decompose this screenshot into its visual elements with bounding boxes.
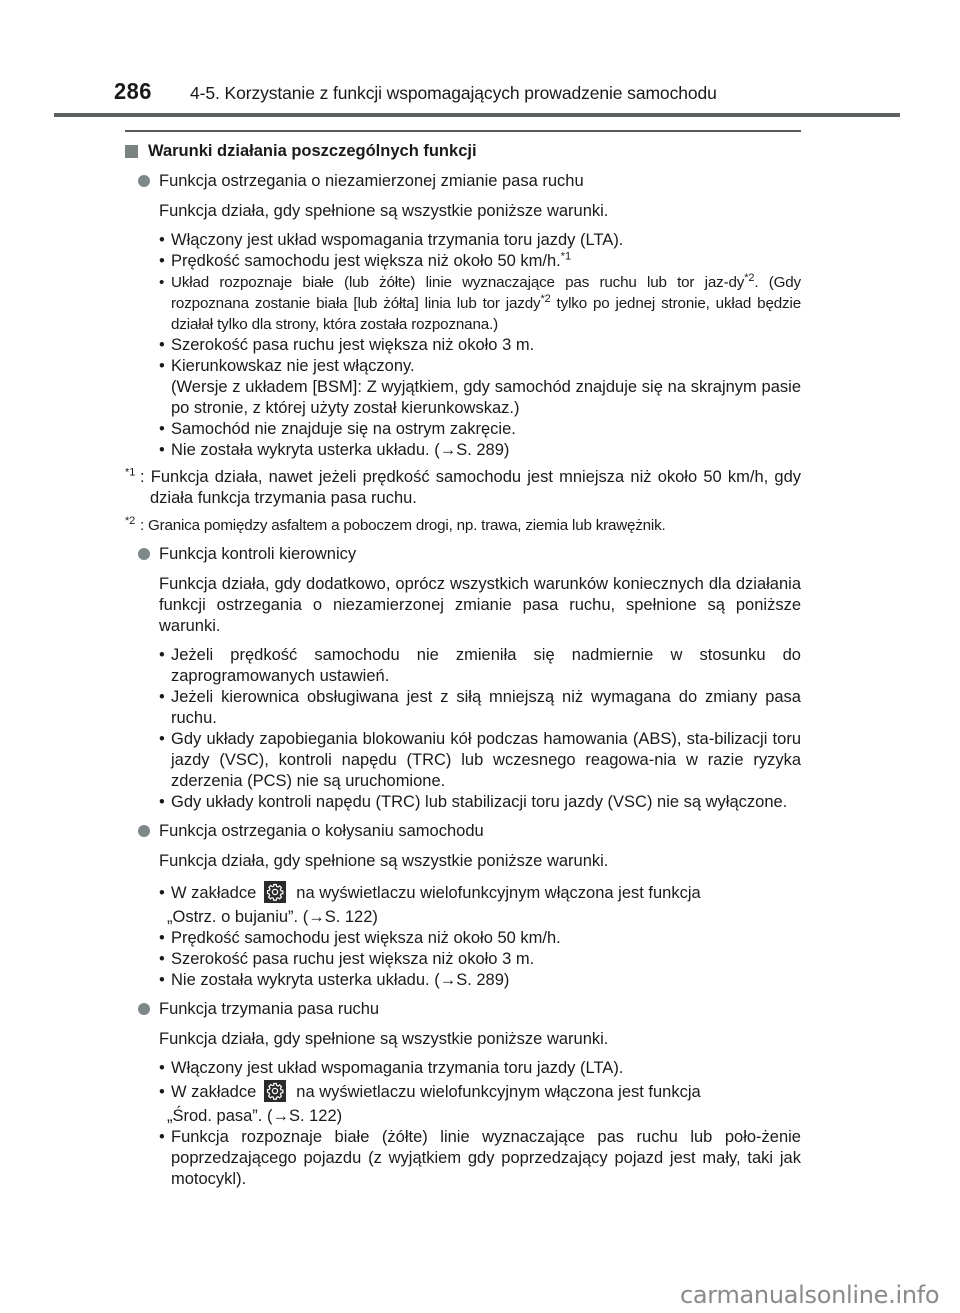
subsection-heading [138, 997, 801, 1021]
footnote-ref: *1 [560, 250, 572, 263]
settings-gear-icon [264, 1080, 286, 1102]
list-item: • Szerokość pasa ruchu jest większa niż około 3 m. [159, 335, 801, 356]
circle-bullet-icon [138, 825, 150, 837]
conditions-list [159, 230, 801, 461]
watermark: carmanualsonline.info [680, 1281, 940, 1309]
footnote: $^{*2}$ : Granica pomiędzy asfaltem a poboczem drogi, np. trawa, ziemia lub krawężnik. [125, 514, 666, 534]
square-bullet-icon [125, 145, 138, 158]
page-header [114, 78, 960, 105]
subsection-intro: Funkcja działa, gdy spełnione są wszystkie poniższe warunki. [159, 1030, 609, 1048]
conditions-list [159, 645, 801, 813]
conditions-list [159, 1058, 801, 1190]
subsection-title: Funkcja ostrzegania o niezamierzonej zmianie pasa ruchu [159, 171, 584, 190]
footnote-ref: *2 [540, 292, 551, 305]
subsection-heading [138, 542, 801, 566]
list-item: • Prędkość samochodu jest większa niż około 50 km/h.$^{*1}$ [159, 251, 801, 272]
subsection-title: Funkcja ostrzegania o kołysaniu samochodu [159, 821, 484, 840]
list-item: • Włączony jest układ wspomagania trzymania toru jazdy (LTA). [159, 1058, 801, 1079]
list-item: • W zakładce na wyświetlaczu wielofunkcyjnym włączona jest funkcja „Ostrz. o bujaniu”. (→S. 122) [159, 880, 801, 928]
circle-bullet-icon [138, 548, 150, 560]
subsection-intro: Funkcja działa, gdy spełnione są wszystkie poniższe warunki. [159, 202, 609, 220]
section-divider [125, 130, 801, 132]
list-item: • Kierunkowskaz nie jest włączony. (Wersje z układem [BSM]: Z wyjątkiem, gdy samochód znajduje się na skrajnym pasie po stronie, z której użyty został kierunkowskaz.) [159, 356, 801, 419]
list-item: • Włączony jest układ wspomagania trzymania toru jazdy (LTA). [159, 230, 801, 251]
chapter-title: 4-5. Korzystanie z funkcji wspomagających prowadzenie samochodu [190, 83, 717, 103]
footnote: $^{*1}$ : Funkcja działa, nawet jeżeli prędkość samochodu jest mniejsza niż około 50 km/h, gdy działa funkcja trzymania pasa ruchu. [125, 466, 801, 507]
subsection-title: Funkcja trzymania pasa ruchu [159, 999, 380, 1018]
list-item: • Prędkość samochodu jest większa niż około 50 km/h. [159, 928, 801, 949]
circle-bullet-icon [138, 175, 150, 187]
conditions-list [159, 880, 801, 991]
list-item: • Jeżeli kierownica obsługiwana jest z siłą mniejszą niż wymagana do zmiany pasa ruchu. [159, 687, 801, 729]
subsection-heading [138, 819, 801, 843]
subsection-title: Funkcja kontroli kierownicy [159, 544, 357, 563]
circle-bullet-icon [138, 1003, 150, 1015]
header-divider [54, 113, 900, 117]
list-item: • Szerokość pasa ruchu jest większa niż około 3 m. [159, 949, 801, 970]
subsection-heading [138, 169, 801, 193]
list-item: • Gdy układy kontroli napędu (TRC) lub stabilizacji toru jazdy (VSC) nie są wyłączone. [159, 792, 801, 813]
list-item: • Układ rozpoznaje białe (lub żółte) linie wyznaczające pas ruchu lub tor jaz-$dy^{*2}$. (Gdy rozpoznana zostanie biała [lub żółta] linia lub tor jazdy$^{*2}$ tylko po jednej stronie, układ będzie działał tylko dla strony, która została rozpoznana.) [159, 272, 801, 335]
list-item: • W zakładce na wyświetlaczu wielofunkcyjnym włączona jest funkcja „Środ. pasa”. (→S. 122) [159, 1079, 801, 1127]
section-title: Warunki działania poszczególnych funkcji [148, 141, 477, 160]
footnote-ref: *2 [744, 271, 755, 284]
settings-gear-icon [264, 881, 286, 903]
list-item: • Gdy układy zapobiegania blokowaniu kół podczas hamowania (ABS), sta-bilizacji toru jazdy (VSC), kontroli napędu (TRC) lub wczesnego reagowa-nia w razie ryzyka zderzenia (PCS) nie są uruchomione. [159, 729, 801, 792]
page-content [125, 139, 801, 1190]
list-item: • Jeżeli prędkość samochodu nie zmieniła się nadmiernie w stosunku do zaprogramowanych ustawień. [159, 645, 801, 687]
list-item: • Samochód nie znajduje się na ostrym zakręcie. [159, 419, 801, 440]
subsection-intro: Funkcja działa, gdy dodatkowo, oprócz wszystkich warunków koniecznych dla działania funkcji ostrzegania o niezamierzonej zmianie pasa ruchu, spełnione są poniższe warunki. [159, 575, 801, 635]
list-item-note: (Wersje z układem [BSM]: Z wyjątkiem, gdy samochód znajduje się na skrajnym pasie po stronie, z której użyty został kierunkowskaz.) [171, 378, 801, 417]
list-item: • Nie została wykryta usterka układu. (→S. 289) [159, 440, 801, 461]
list-item: • Nie została wykryta usterka układu. (→S. 289) [159, 970, 801, 991]
subsection-intro: Funkcja działa, gdy spełnione są wszystkie poniższe warunki. [159, 852, 609, 870]
list-item: • Funkcja rozpoznaje białe (żółte) linie wyznaczające pas ruchu lub poło-żenie poprzedzającego pojazdu (z wyjątkiem gdy poprzedzający pojazd jest mały, taki jak motocykl). [159, 1127, 801, 1190]
section-heading [125, 139, 801, 163]
page-number: 286 [114, 78, 152, 104]
